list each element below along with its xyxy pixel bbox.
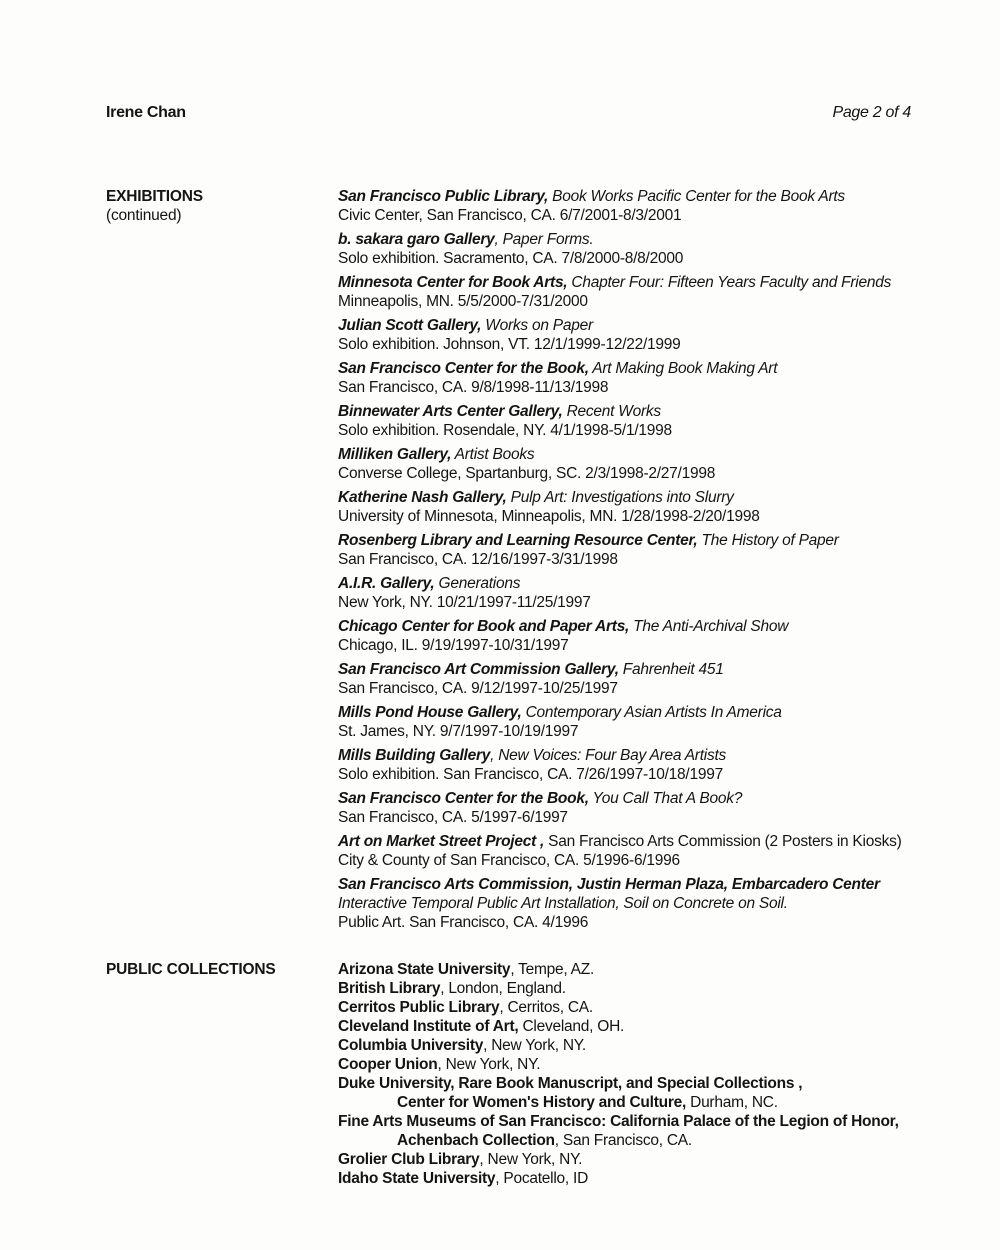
exhibition-heading-line — [338, 230, 958, 249]
exhibition-title: The Anti-Archival Show — [629, 618, 789, 635]
exhibition-venue: San Francisco Center for the Book, — [338, 360, 589, 377]
exhibition-details: Solo exhibition. Johnson, VT. 12/1/1999-12/22/1999 — [338, 336, 681, 353]
collection-name: Center for Women's History and Culture, — [397, 1094, 687, 1111]
exhibition-venue: San Francisco Center for the Book, — [338, 790, 589, 807]
collection-location: , London, England. — [440, 980, 566, 997]
collection-item — [338, 1112, 958, 1131]
collection-name: Duke University, Rare Book Manuscript, and Special Collections , — [338, 1075, 803, 1092]
exhibition-heading-line — [338, 488, 958, 507]
exhibition-entry — [338, 875, 958, 932]
exhibition-details: San Francisco, CA. 12/16/1997-3/31/1998 — [338, 551, 618, 568]
public-collections-title: PUBLIC COLLECTIONS — [106, 961, 276, 978]
collection-item — [338, 1093, 958, 1112]
exhibition-entry — [338, 445, 958, 483]
exhibition-entry — [338, 617, 958, 655]
collection-location: , New York, NY. — [483, 1037, 586, 1054]
exhibition-heading-line — [338, 273, 958, 292]
collection-item — [338, 979, 958, 998]
exhibition-heading-line — [338, 875, 958, 894]
exhibition-venue: Chicago Center for Book and Paper Arts, — [338, 618, 630, 635]
exhibition-title: Works on Paper — [481, 317, 593, 334]
exhibitions-heading — [106, 187, 203, 225]
exhibition-heading-line — [338, 746, 958, 765]
exhibition-entry — [338, 359, 958, 397]
exhibition-details: Minneapolis, MN. 5/5/2000-7/31/2000 — [338, 293, 588, 310]
exhibition-details: Interactive Temporal Public Art Installation, Soil on Concrete on Soil. — [338, 895, 788, 912]
exhibition-entry — [338, 230, 958, 268]
exhibition-title: Recent Works — [562, 403, 661, 420]
collection-item — [338, 1055, 958, 1074]
exhibition-heading-line — [338, 832, 958, 851]
exhibition-venue: Minnesota Center for Book Arts, — [338, 274, 568, 291]
exhibition-entry — [338, 488, 958, 526]
exhibition-venue: San Francisco Art Commission Gallery, — [338, 661, 619, 678]
exhibition-heading-line — [338, 187, 958, 206]
author-name: Irene Chan — [106, 104, 186, 121]
exhibition-title: , Paper Forms. — [494, 231, 594, 248]
exhibition-title: , New Voices: Four Bay Area Artists — [490, 747, 727, 764]
exhibition-heading-line — [338, 574, 958, 593]
exhibition-entry — [338, 187, 958, 225]
exhibition-title: Art Making Book Making Art — [588, 360, 778, 377]
exhibition-venue: Binnewater Arts Center Gallery, — [338, 403, 563, 420]
collection-location: , New York, NY. — [479, 1151, 583, 1168]
exhibition-details: New York, NY. 10/21/1997-11/25/1997 — [338, 594, 591, 611]
exhibitions-list — [338, 187, 958, 937]
exhibition-venue: Mills Pond House Gallery, — [338, 704, 522, 721]
collection-name: Cleveland Institute of Art, — [338, 1018, 519, 1035]
collection-name: Cooper Union — [338, 1056, 438, 1073]
exhibition-entry — [338, 660, 958, 698]
collection-name: Grolier Club Library — [338, 1151, 480, 1168]
exhibition-entry — [338, 402, 958, 440]
exhibition-heading-line — [338, 660, 958, 679]
exhibition-title: Artist Books — [451, 446, 535, 463]
exhibition-venue: Milliken Gallery, — [338, 446, 452, 463]
collection-item — [338, 1131, 958, 1150]
exhibition-entry — [338, 273, 958, 311]
exhibition-details: Chicago, IL. 9/19/1997-10/31/1997 — [338, 637, 569, 654]
exhibition-venue: Julian Scott Gallery, — [338, 317, 482, 334]
exhibition-details: City & County of San Francisco, CA. 5/1996-6/1996 — [338, 852, 680, 869]
exhibition-heading-line — [338, 359, 958, 378]
exhibition-venue: Mills Building Gallery — [338, 747, 491, 764]
collection-item — [338, 1150, 958, 1169]
exhibition-heading-line — [338, 703, 958, 722]
exhibition-venue: Katherine Nash Gallery, — [338, 489, 507, 506]
collection-name: Achenbach Collection — [397, 1132, 555, 1149]
collection-location: , San Francisco, CA. — [554, 1132, 692, 1149]
collection-location: Cleveland, OH. — [518, 1018, 625, 1035]
collection-item — [338, 998, 958, 1017]
exhibition-entry — [338, 574, 958, 612]
exhibitions-title: EXHIBITIONS — [106, 188, 203, 205]
exhibition-details: Civic Center, San Francisco, CA. 6/7/2001-8/3/2001 — [338, 207, 682, 224]
exhibition-title: Chapter Four: Fifteen Years Faculty and Friends — [567, 274, 892, 291]
exhibition-details: Converse College, Spartanburg, SC. 2/3/1998-2/27/1998 — [338, 465, 716, 482]
exhibition-entry — [338, 703, 958, 741]
exhibition-title: San Francisco Arts Commission (2 Posters in Kiosks) — [544, 833, 902, 850]
exhibition-entry — [338, 789, 958, 827]
exhibition-venue: A.I.R. Gallery, — [338, 575, 435, 592]
exhibition-heading-line — [338, 789, 958, 808]
collection-item — [338, 1074, 958, 1093]
collection-location: , Pocatello, ID — [495, 1170, 589, 1187]
exhibition-details: University of Minnesota, Minneapolis, MN. 1/28/1998-2/20/1998 — [338, 508, 760, 525]
collection-item — [338, 1036, 958, 1055]
exhibition-details: San Francisco, CA. 5/1997-6/1997 — [338, 809, 568, 826]
exhibition-venue: b. sakara garo Gallery — [338, 231, 495, 248]
exhibition-details: San Francisco, CA. 9/12/1997-10/25/1997 — [338, 680, 618, 697]
exhibition-details: Solo exhibition. Sacramento, CA. 7/8/2000-8/8/2000 — [338, 250, 684, 267]
collection-location: Durham, NC. — [686, 1094, 778, 1111]
collection-item — [338, 1169, 958, 1188]
exhibition-details: Solo exhibition. Rosendale, NY. 4/1/1998-5/1/1998 — [338, 422, 672, 439]
exhibition-title: Contemporary Asian Artists In America — [521, 704, 782, 721]
exhibition-title: Fahrenheit 451 — [618, 661, 724, 678]
exhibitions-subtitle: (continued) — [106, 207, 182, 224]
exhibition-venue: Rosenberg Library and Learning Resource Center, — [338, 532, 698, 549]
exhibition-title: The History of Paper — [697, 532, 839, 549]
public-collections-heading — [106, 960, 275, 979]
exhibition-entry — [338, 316, 958, 354]
exhibition-title: Pulp Art: Investigations into Slurry — [506, 489, 734, 506]
exhibition-details-extra: Public Art. San Francisco, CA. 4/1996 — [338, 914, 589, 931]
collection-name: Arizona State University — [338, 961, 511, 978]
exhibition-venue: San Francisco Public Library, — [338, 188, 549, 205]
exhibition-details: St. James, NY. 9/7/1997-10/19/1997 — [338, 723, 579, 740]
exhibition-entry — [338, 746, 958, 784]
exhibition-title: You Call That A Book? — [588, 790, 743, 807]
exhibition-heading-line — [338, 531, 958, 550]
exhibition-venue: San Francisco Arts Commission, Justin Herman Plaza, Embarcadero Center — [338, 876, 880, 893]
exhibition-heading-line — [338, 316, 958, 335]
collection-item — [338, 960, 958, 979]
exhibition-title: Book Works Pacific Center for the Book Arts — [548, 188, 845, 205]
exhibition-details: San Francisco, CA. 9/8/1998-11/13/1998 — [338, 379, 609, 396]
collection-location: , Cerritos, CA. — [499, 999, 593, 1016]
collection-name: Columbia University — [338, 1037, 484, 1054]
collection-name: British Library — [338, 980, 441, 997]
collection-location: , New York, NY. — [437, 1056, 541, 1073]
exhibition-heading-line — [338, 617, 958, 636]
collection-item — [338, 1017, 958, 1036]
exhibition-entry — [338, 531, 958, 569]
page-number: Page 2 of 4 — [832, 104, 911, 121]
exhibition-heading-line — [338, 402, 958, 421]
collection-name: Idaho State University — [338, 1170, 496, 1187]
public-collections-list — [338, 960, 958, 1188]
collection-name: Cerritos Public Library — [338, 999, 500, 1016]
collection-location: , Tempe, AZ. — [510, 961, 595, 978]
exhibition-heading-line — [338, 445, 958, 464]
exhibition-entry — [338, 832, 958, 870]
exhibition-details: Solo exhibition. San Francisco, CA. 7/26/1997-10/18/1997 — [338, 766, 723, 783]
collection-name: Fine Arts Museums of San Francisco: California Palace of the Legion of Honor, — [338, 1113, 899, 1130]
exhibition-venue: Art on Market Street Project , — [338, 833, 545, 850]
exhibition-title: Generations — [434, 575, 521, 592]
